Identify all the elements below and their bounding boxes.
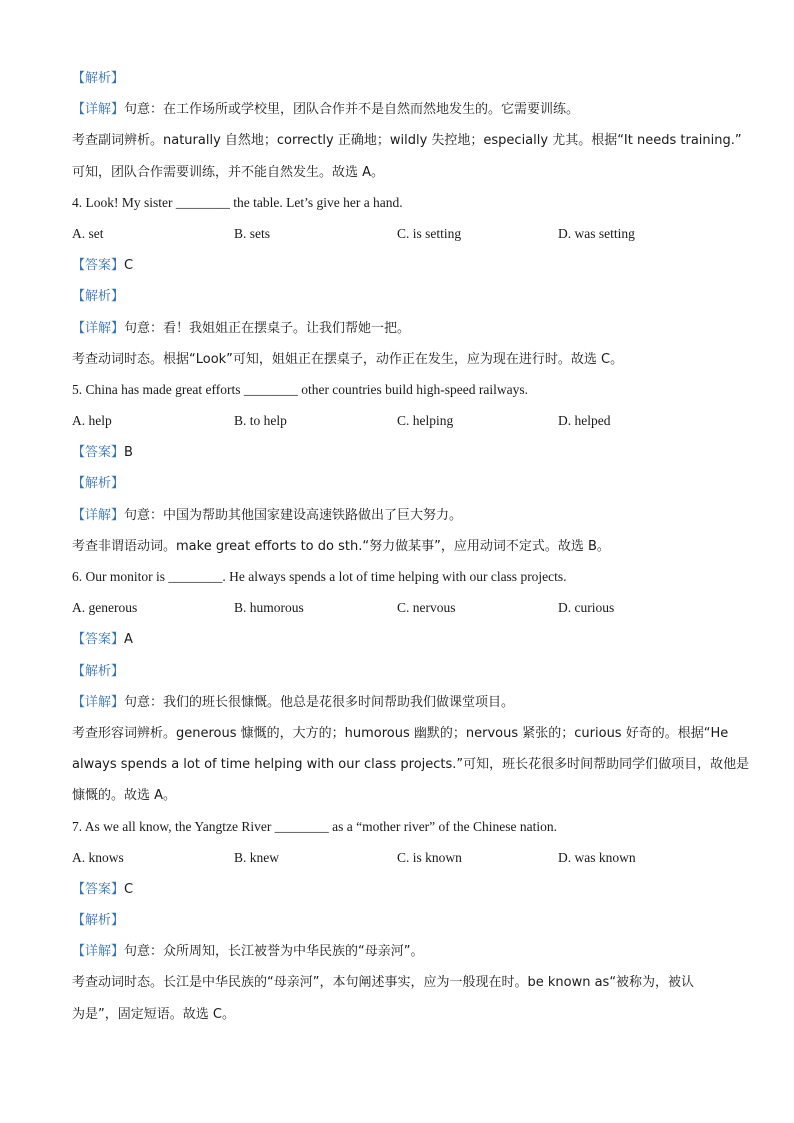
analysis-label: 【解析】 <box>72 913 125 929</box>
options-row <box>72 405 722 436</box>
detail-text: 句意：我们的班长很慷慨。他总是花很多时间帮助我们做课堂项目。 <box>124 694 515 710</box>
option-d: D. was setting <box>558 225 635 241</box>
explanation-text: always spends a lot of time helping with our class projects.”可知，班长花很多时间帮助同学们做项目，故他是 <box>72 757 750 773</box>
explanation-text: 慷慨的。故选 A。 <box>72 788 177 804</box>
detail-text: 句意：众所周知，长江被誉为中华民族的“母亲河”。 <box>124 944 424 960</box>
analysis-label: 【解析】 <box>72 289 125 305</box>
option-b: B. knew <box>234 849 279 865</box>
option-d: D. helped <box>558 413 611 429</box>
question-text: 5. China has made great efforts ________ other countries build high-speed railways. <box>72 381 529 397</box>
detail-text: 句意：在工作场所或学校里，团队合作并不是自然而然地发生的。它需要训练。 <box>124 102 580 118</box>
explanation-line <box>72 779 722 810</box>
analysis-label: 【解析】 <box>72 663 125 679</box>
analysis-label: 【解析】 <box>72 71 125 86</box>
question-stem <box>72 374 722 405</box>
option-a: A. generous <box>72 600 138 616</box>
answer-text: C <box>124 258 134 274</box>
option-a: A. knows <box>72 849 124 865</box>
detail-line <box>72 312 722 343</box>
detail-line <box>72 499 722 530</box>
section-tag-analysis <box>72 655 722 686</box>
explanation-line <box>72 530 722 561</box>
option-b: B. sets <box>234 225 271 241</box>
answer-text: C <box>124 881 134 897</box>
question-text: 7. As we all know, the Yangtze River ________ as a “mother river” of the Chinese nation. <box>72 818 558 834</box>
explanation-line <box>72 717 729 748</box>
analysis-label: 【解析】 <box>72 476 125 492</box>
explanation-text: 考查动词时态。长江是中华民族的“母亲河”，本句阐述事实，应为一般现在时。be known as“被称为，被认 <box>72 975 695 991</box>
option-c: C. nervous <box>397 600 456 616</box>
option-a: A. set <box>72 225 104 241</box>
detail-label: 【详解】 <box>72 102 125 118</box>
options-row <box>72 592 722 623</box>
answer-text: B <box>124 445 133 461</box>
answer-line <box>72 873 722 904</box>
section-tag-analysis <box>72 62 722 93</box>
explanation-line <box>72 748 750 779</box>
explanation-text: 考查副词辨析。naturally 自然地；correctly 正确地；wildly 失控地；especially 尤其。根据“It needs training.” <box>72 133 742 149</box>
explanation-text: 考查形容词辨析。generous 慷慨的，大方的；humorous 幽默的；nervous 紧张的；curious 好奇的。根据“He <box>72 725 729 741</box>
question-stem <box>72 811 722 842</box>
option-d: D. was known <box>558 849 636 865</box>
explanation-text: 考查动词时态。根据“Look”可知，姐姐正在摆桌子，动作正在发生，应为现在进行时。故选 C。 <box>72 351 624 367</box>
explanation-text: 可知，团队合作需要训练，并不能自然发生。故选 A。 <box>72 164 385 180</box>
answer-text: A <box>124 632 133 648</box>
answer-line <box>72 436 722 467</box>
detail-label: 【详解】 <box>72 944 125 960</box>
detail-label: 【详解】 <box>72 507 125 523</box>
option-a: A. help <box>72 413 112 429</box>
options-row <box>72 218 722 249</box>
detail-line <box>72 935 722 966</box>
option-c: C. is setting <box>397 225 462 241</box>
answer-label: 【答案】 <box>72 258 125 274</box>
option-c: C. is known <box>397 849 462 865</box>
question-stem <box>72 187 722 218</box>
detail-line <box>72 686 722 717</box>
section-tag-analysis <box>72 904 722 935</box>
detail-label: 【详解】 <box>72 320 125 336</box>
option-b: B. to help <box>234 413 287 429</box>
explanation-line <box>72 966 722 997</box>
detail-label: 【详解】 <box>72 694 125 710</box>
option-b: B. humorous <box>234 600 304 616</box>
explanation-line <box>72 156 722 187</box>
question-text: 4. Look! My sister ________ the table. Let’s give her a hand. <box>72 194 403 210</box>
answer-label: 【答案】 <box>72 445 125 461</box>
detail-text: 句意：中国为帮助其他国家建设高速铁路做出了巨大努力。 <box>124 507 463 523</box>
explanation-line <box>72 124 742 155</box>
question-stem <box>72 561 722 592</box>
detail-line <box>72 93 722 124</box>
answer-label: 【答案】 <box>72 881 125 897</box>
explanation-text: 考查非谓语动词。make great efforts to do sth.“努力做某事”，应用动词不定式。故选 B。 <box>72 538 610 554</box>
option-d: D. curious <box>558 600 615 616</box>
explanation-line <box>72 343 722 374</box>
option-c: C. helping <box>397 413 454 429</box>
answer-line <box>72 623 722 654</box>
detail-text: 句意：看！我姐姐正在摆桌子。让我们帮她一把。 <box>124 320 411 336</box>
document-page <box>72 62 750 1029</box>
options-row <box>72 842 722 873</box>
section-tag-analysis <box>72 280 722 311</box>
section-tag-analysis <box>72 467 722 498</box>
answer-label: 【答案】 <box>72 632 125 648</box>
answer-line <box>72 249 722 280</box>
question-text: 6. Our monitor is ________. He always spends a lot of time helping with our class projects. <box>72 569 567 584</box>
explanation-text: 为是”，固定短语。故选 C。 <box>72 1006 235 1022</box>
explanation-line <box>72 998 722 1029</box>
